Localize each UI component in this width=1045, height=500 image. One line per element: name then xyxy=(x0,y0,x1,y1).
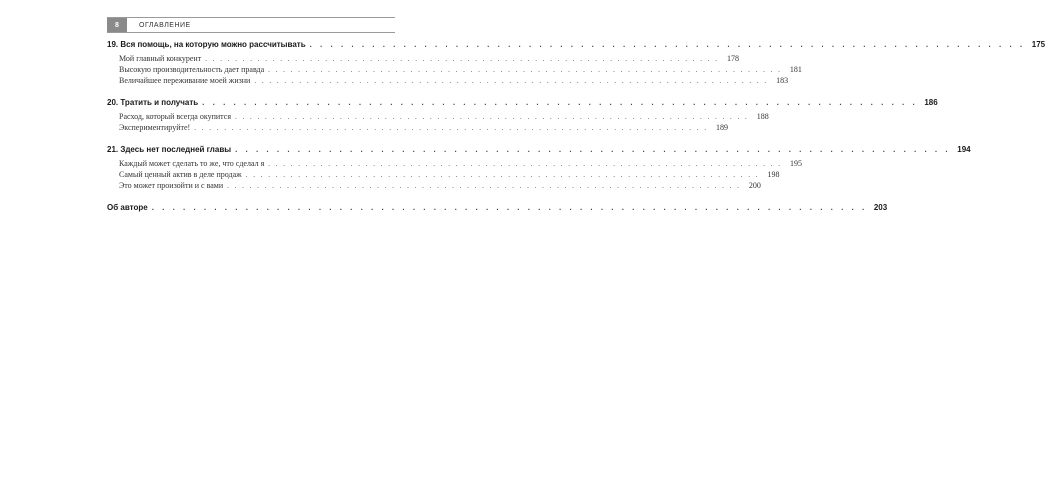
section-entry[interactable] xyxy=(107,170,780,181)
section-page: 200 xyxy=(748,181,761,190)
section-page: 198 xyxy=(767,170,780,179)
section-title: Мой главный конкурент xyxy=(119,54,202,63)
chapter-page: 175 xyxy=(1031,40,1045,49)
section-page: 183 xyxy=(776,76,789,85)
dot-leader: . . . . . . . . . . . . . . . . . . . . . . . . . . . . . . . . . . . . . . . . . . . . . . . . . . . . . . . . . . . . . . . . . . . . . xyxy=(227,182,741,190)
section-title: Высокую производительность дает правда xyxy=(119,65,265,74)
chapter-title: 21. Здесь нет последней главы xyxy=(107,145,232,154)
toc-chapter-20 xyxy=(107,98,938,134)
running-header xyxy=(107,17,395,33)
section-page: 189 xyxy=(715,123,728,132)
toc-chapter-19 xyxy=(107,40,1045,87)
dot-leader: . . . . . . . . . . . . . . . . . . . . . . . . . . . . . . . . . . . . . . . . . . . . . . . . . . . . . . . . . . . . . . . . . . . . . xyxy=(235,145,951,154)
dot-leader: . . . . . . . . . . . . . . . . . . . . . . . . . . . . . . . . . . . . . . . . . . . . . . . . . . . . . . . . . . . . . . . . . . . . . xyxy=(309,40,1026,49)
dot-leader: . . . . . . . . . . . . . . . . . . . . . . . . . . . . . . . . . . . . . . . . . . . . . . . . . . . . . . . . . . . . . . . . . . . . . xyxy=(235,113,749,121)
chapter-page: 203 xyxy=(873,203,888,212)
section-title: Каждый может сделать то же, что сделал я xyxy=(119,159,265,168)
section-title: Величайшее переживание моей жизни xyxy=(119,76,251,85)
section-page: 195 xyxy=(790,159,803,168)
section-title: Экспериментируйте! xyxy=(119,123,191,132)
dot-leader: . . . . . . . . . . . . . . . . . . . . . . . . . . . . . . . . . . . . . . . . . . . . . . . . . . . . . . . . . . . . . . . . . . . . . xyxy=(151,203,868,212)
dot-leader: . . . . . . . . . . . . . . . . . . . . . . . . . . . . . . . . . . . . . . . . . . . . . . . . . . . . . . . . . . . . . . . . . . . . . xyxy=(268,160,783,168)
chapter-title: 20. Тратить и получать xyxy=(107,98,199,107)
section-entry[interactable] xyxy=(107,54,739,65)
chapter-page: 194 xyxy=(957,145,971,154)
chapter-entry[interactable] xyxy=(107,40,1045,54)
section-entry[interactable] xyxy=(107,76,789,87)
running-title: ОГЛАВЛЕНИЕ xyxy=(139,21,191,29)
section-page: 181 xyxy=(789,65,802,74)
toc-about-author xyxy=(107,203,888,217)
dot-leader: . . . . . . . . . . . . . . . . . . . . . . . . . . . . . . . . . . . . . . . . . . . . . . . . . . . . . . . . . . . . . . . . . . . . . xyxy=(268,66,782,74)
table-of-contents xyxy=(107,40,1045,228)
chapter-entry[interactable] xyxy=(107,98,938,112)
chapter-entry[interactable] xyxy=(107,203,888,217)
section-page: 188 xyxy=(756,112,769,121)
toc-chapter-21 xyxy=(107,145,971,192)
page-number: 8 xyxy=(107,18,127,32)
chapter-page: 186 xyxy=(924,98,938,107)
section-title: Это может произойти и с вами xyxy=(119,181,224,190)
dot-leader: . . . . . . . . . . . . . . . . . . . . . . . . . . . . . . . . . . . . . . . . . . . . . . . . . . . . . . . . . . . . . . . . . . . . . xyxy=(245,171,760,179)
section-entry[interactable] xyxy=(107,159,803,170)
section-title: Расход, который всегда окупится xyxy=(119,112,231,121)
chapter-title: 19. Вся помощь, на которую можно рассчитывать xyxy=(107,40,306,49)
dot-leader: . . . . . . . . . . . . . . . . . . . . . . . . . . . . . . . . . . . . . . . . . . . . . . . . . . . . . . . . . . . . . . . . . . . . . xyxy=(202,98,918,107)
dot-leader: . . . . . . . . . . . . . . . . . . . . . . . . . . . . . . . . . . . . . . . . . . . . . . . . . . . . . . . . . . . . . . . . . . . . . xyxy=(254,77,769,85)
section-entry[interactable] xyxy=(107,112,769,123)
dot-leader: . . . . . . . . . . . . . . . . . . . . . . . . . . . . . . . . . . . . . . . . . . . . . . . . . . . . . . . . . . . . . . . . . . . . . xyxy=(194,124,708,132)
section-page: 178 xyxy=(726,54,739,63)
section-title: Самый ценный актив в деле продаж xyxy=(119,170,242,179)
chapter-entry[interactable] xyxy=(107,145,971,159)
section-entry[interactable] xyxy=(107,181,761,192)
dot-leader: . . . . . . . . . . . . . . . . . . . . . . . . . . . . . . . . . . . . . . . . . . . . . . . . . . . . . . . . . . . . . . . . . . . . . xyxy=(205,55,719,63)
section-entry[interactable] xyxy=(107,123,728,134)
chapter-title: Об авторе xyxy=(107,203,148,212)
section-entry[interactable] xyxy=(107,65,802,76)
